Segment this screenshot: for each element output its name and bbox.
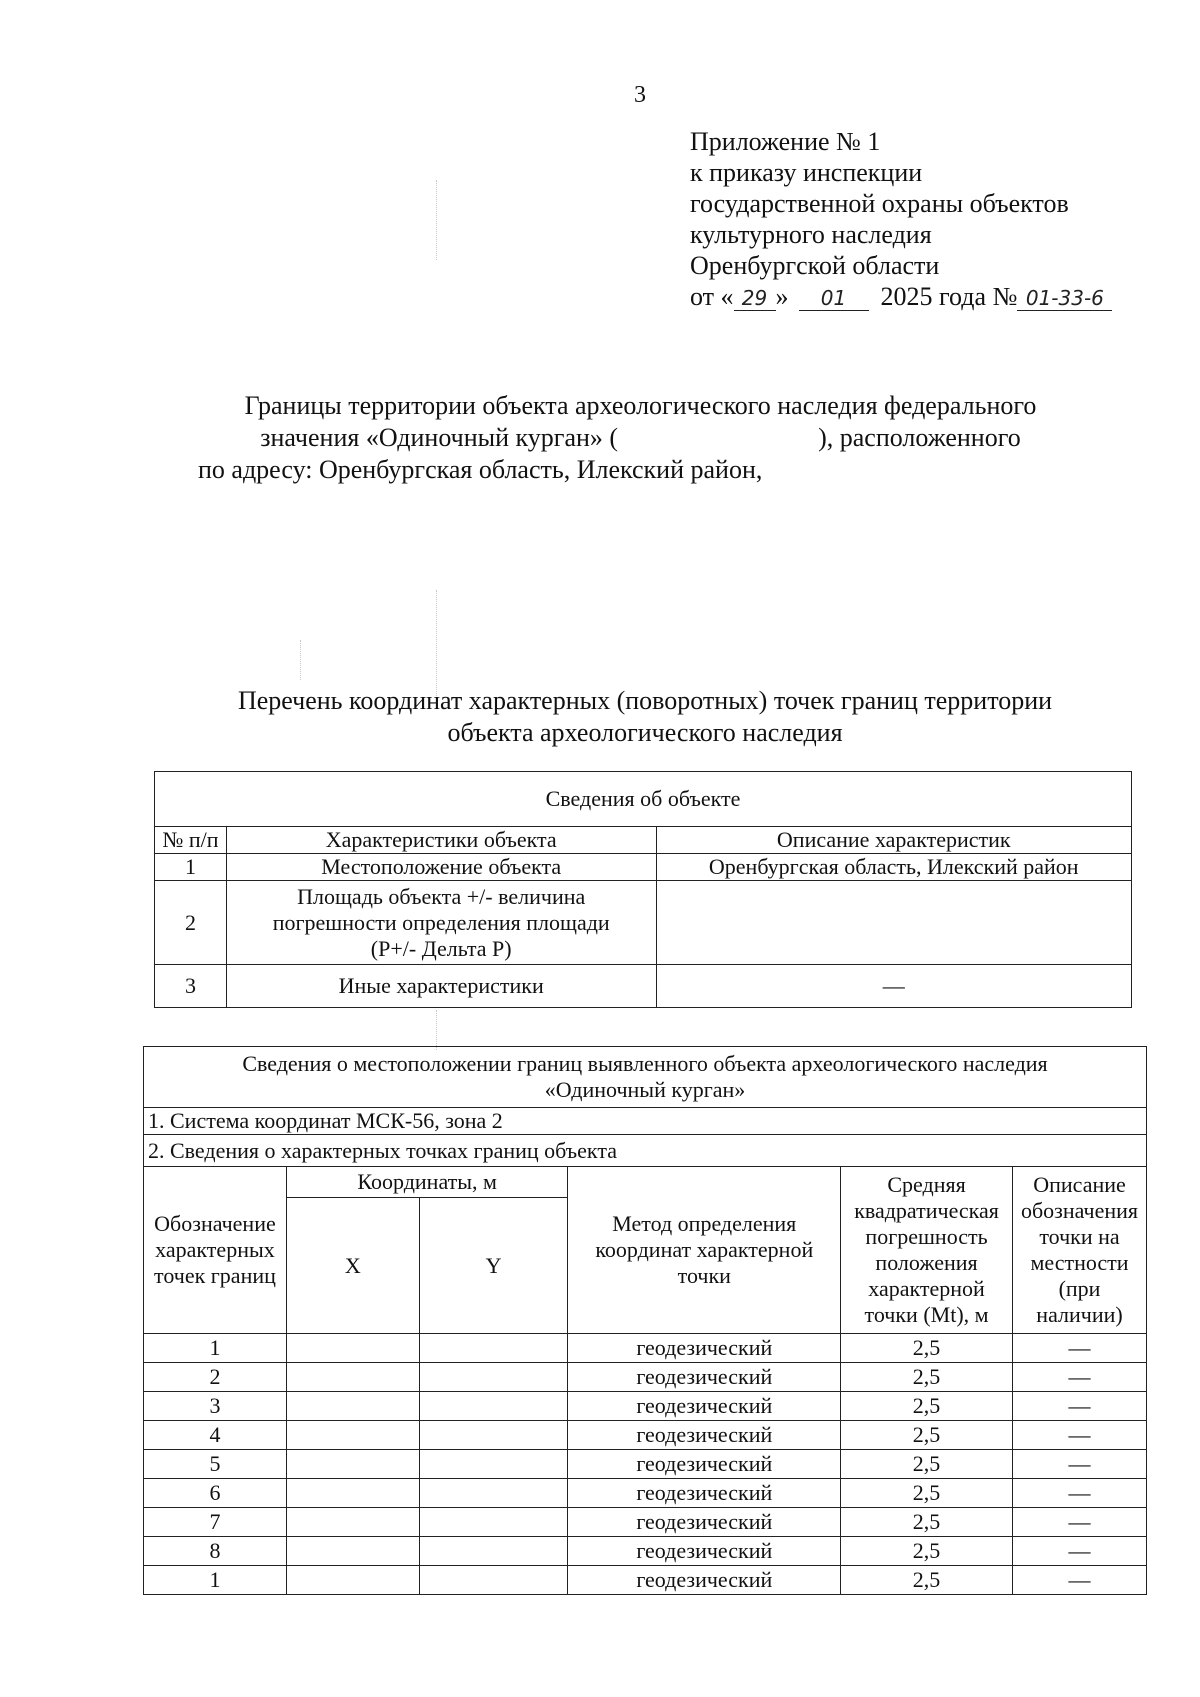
handwritten-order-number: 01-33-6 <box>1017 286 1112 311</box>
point-id: 7 <box>144 1508 287 1537</box>
coord-x <box>286 1566 419 1595</box>
table-caption: Сведения об объекте <box>155 772 1132 827</box>
description: — <box>1013 1363 1147 1392</box>
description: — <box>1013 1450 1147 1479</box>
column-header: Средняя квадратическая погрешность положения характерной точки (Mt), м <box>841 1167 1013 1334</box>
error: 2,5 <box>841 1334 1013 1363</box>
column-header: Y <box>419 1198 568 1334</box>
appendix-line: к приказу инспекции <box>690 158 923 187</box>
scan-artifact <box>436 180 437 260</box>
row-number: 2 <box>155 881 227 965</box>
list-title-line: объекта археологического наследия <box>447 718 843 747</box>
method: геодезический <box>568 1566 841 1595</box>
document-title <box>198 390 1083 486</box>
table-row <box>144 1479 1147 1508</box>
coord-x <box>286 1479 419 1508</box>
coord-y <box>419 1479 568 1508</box>
error: 2,5 <box>841 1450 1013 1479</box>
table-row <box>144 1450 1147 1479</box>
coord-y <box>419 1421 568 1450</box>
method: геодезический <box>568 1392 841 1421</box>
characteristic-name: Площадь объекта +/- величина погрешности определения площади (Р+/- Дельта Р) <box>226 881 656 965</box>
column-header: Описание характеристик <box>656 827 1132 854</box>
method: геодезический <box>568 1537 841 1566</box>
point-id: 1 <box>144 1334 287 1363</box>
title-line <box>198 422 1083 454</box>
title-line: Границы территории объекта археологического наследия федерального <box>244 391 1037 420</box>
characteristic-value <box>656 881 1132 965</box>
table-caption: Сведения о местоположении границ выявленного объекта археологического наследия «Одиночный курган» <box>144 1047 1147 1108</box>
error: 2,5 <box>841 1566 1013 1595</box>
table-row <box>144 1508 1147 1537</box>
point-id: 4 <box>144 1421 287 1450</box>
method: геодезический <box>568 1363 841 1392</box>
scan-artifact <box>436 1010 437 1050</box>
table-row <box>144 1392 1147 1421</box>
method: геодезический <box>568 1421 841 1450</box>
method: геодезический <box>568 1479 841 1508</box>
coord-x <box>286 1450 419 1479</box>
method: геодезический <box>568 1450 841 1479</box>
date-prefix: от « <box>690 282 734 311</box>
appendix-line: Оренбургской области <box>690 251 940 280</box>
table-row <box>144 1363 1147 1392</box>
error: 2,5 <box>841 1392 1013 1421</box>
description: — <box>1013 1566 1147 1595</box>
appendix-line: культурного наследия <box>690 220 932 249</box>
appendix-header <box>690 126 1112 312</box>
order-date-line <box>690 281 1112 312</box>
error: 2,5 <box>841 1508 1013 1537</box>
coord-x <box>286 1334 419 1363</box>
object-info-table <box>154 771 1132 1008</box>
characteristic-name: Местоположение объекта <box>226 854 656 881</box>
column-header: Описание обозначения точки на местности (при наличии) <box>1013 1167 1147 1334</box>
error: 2,5 <box>841 1537 1013 1566</box>
point-id: 6 <box>144 1479 287 1508</box>
title-text: ), расположенного <box>818 423 1021 452</box>
points-caption: 2. Сведения о характерных точках границ объекта <box>144 1135 1147 1167</box>
coord-x <box>286 1508 419 1537</box>
date-day-suffix: » <box>775 282 789 311</box>
coord-y <box>419 1508 568 1537</box>
description: — <box>1013 1392 1147 1421</box>
table-row <box>155 881 1132 965</box>
coord-x <box>286 1421 419 1450</box>
table-row <box>155 854 1132 881</box>
coord-y <box>419 1566 568 1595</box>
error: 2,5 <box>841 1479 1013 1508</box>
coord-y <box>419 1363 568 1392</box>
coord-x <box>286 1392 419 1421</box>
characteristic-value: — <box>656 965 1132 1008</box>
coord-y <box>419 1334 568 1363</box>
row-number: 3 <box>155 965 227 1008</box>
year-text: 2025 года № <box>880 282 1018 311</box>
table-row <box>144 1421 1147 1450</box>
coord-y <box>419 1392 568 1421</box>
coord-y <box>419 1537 568 1566</box>
column-header: № п/п <box>155 827 227 854</box>
method: геодезический <box>568 1508 841 1537</box>
coordinate-system: 1. Система координат МСК-56, зона 2 <box>144 1108 1147 1135</box>
boundary-location-table <box>143 1046 1147 1595</box>
error: 2,5 <box>841 1363 1013 1392</box>
coord-x <box>286 1537 419 1566</box>
description: — <box>1013 1537 1147 1566</box>
scan-artifact <box>436 590 437 700</box>
coord-y <box>419 1450 568 1479</box>
column-header: Метод определения координат характерной точки <box>568 1167 841 1334</box>
table-row <box>144 1566 1147 1595</box>
column-header: Обозначение характерных точек границ <box>144 1167 287 1334</box>
coordinates-list-title <box>150 685 1140 749</box>
description: — <box>1013 1479 1147 1508</box>
appendix-line: Приложение № 1 <box>690 127 881 156</box>
column-header: Характеристики объекта <box>226 827 656 854</box>
description: — <box>1013 1508 1147 1537</box>
title-text: значения «Одиночный курган» ( <box>260 423 619 452</box>
point-id: 1 <box>144 1566 287 1595</box>
coord-x <box>286 1363 419 1392</box>
list-title-line: Перечень координат характерных (поворотных) точек границ территории <box>237 686 1053 715</box>
point-id: 5 <box>144 1450 287 1479</box>
column-header: Координаты, м <box>286 1167 568 1198</box>
description: — <box>1013 1334 1147 1363</box>
handwritten-month: 01 <box>799 286 869 311</box>
point-id: 3 <box>144 1392 287 1421</box>
point-id: 8 <box>144 1537 287 1566</box>
table-row <box>144 1334 1147 1363</box>
title-line: по адресу: Оренбургская область, Илекский район, <box>198 455 763 484</box>
characteristic-value: Оренбургская область, Илекский район <box>656 854 1132 881</box>
point-id: 2 <box>144 1363 287 1392</box>
handwritten-day: 29 <box>734 286 776 311</box>
method: геодезический <box>568 1334 841 1363</box>
table-row <box>155 965 1132 1008</box>
row-number: 1 <box>155 854 227 881</box>
table-row <box>144 1537 1147 1566</box>
column-header: X <box>286 1198 419 1334</box>
page-number: 3 <box>634 82 646 108</box>
appendix-line: государственной охраны объектов <box>690 189 1069 218</box>
description: — <box>1013 1421 1147 1450</box>
scan-artifact <box>300 640 301 680</box>
error: 2,5 <box>841 1421 1013 1450</box>
characteristic-name: Иные характеристики <box>226 965 656 1008</box>
